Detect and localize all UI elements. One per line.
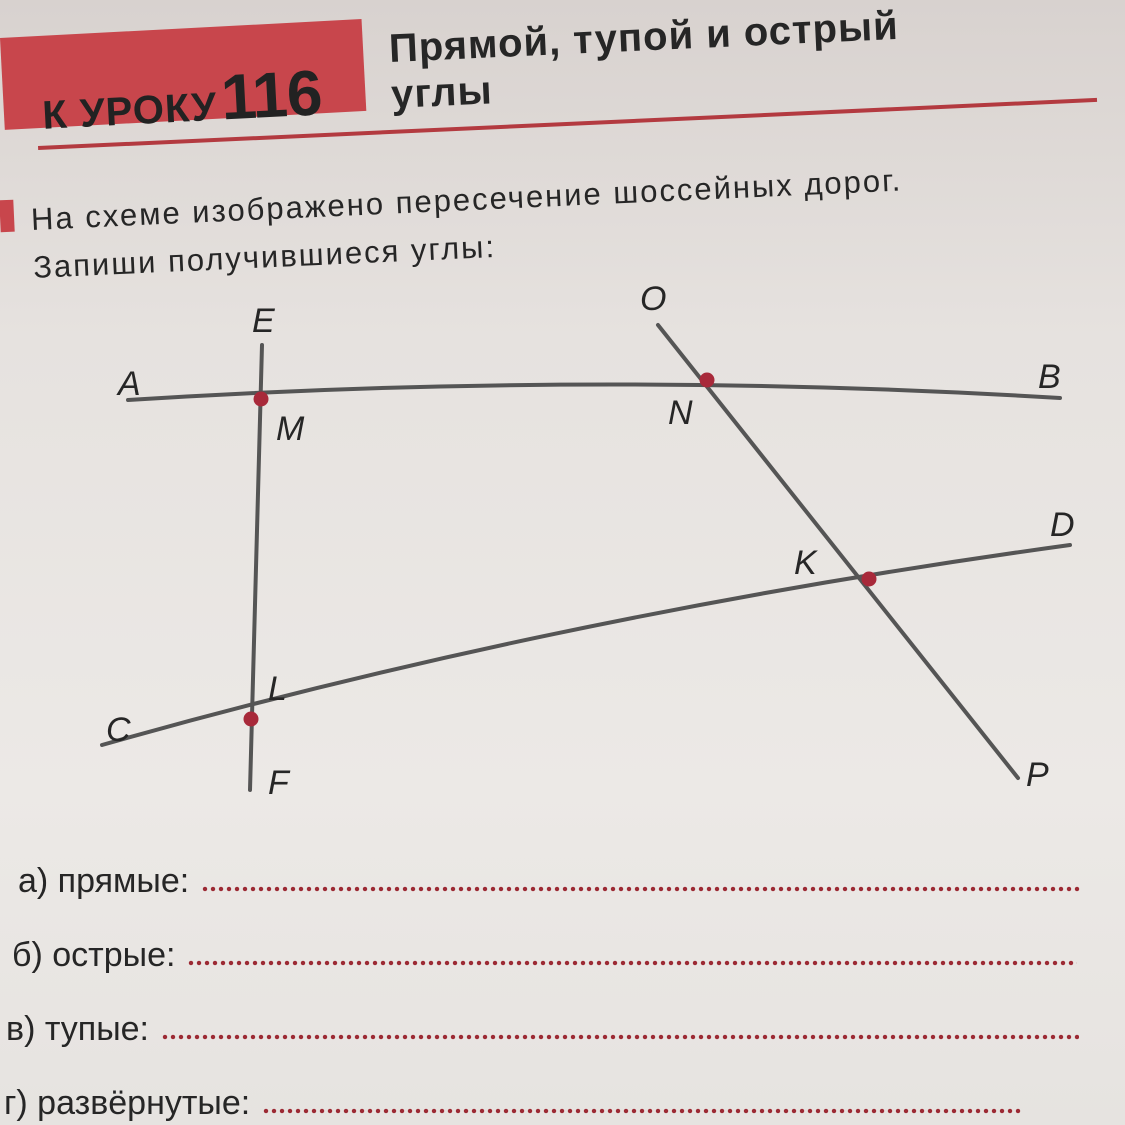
answer-row-acute [12,936,1077,975]
label-C: C [106,711,131,749]
answer-row-obtuse [6,1010,1079,1049]
task-line2: Запиши получившиеся углы: [32,228,497,285]
task-line1: На схеме изображено пересечение шоссейных дорог. [30,162,903,237]
lesson-number: 116 [219,56,324,134]
answer-field-acute[interactable] [187,960,1077,966]
answer-label-right: а) прямые: [18,862,190,900]
label-A: A [118,365,141,403]
label-O: O [640,280,667,318]
answer-field-right[interactable] [201,886,1081,892]
answer-row-straight [4,1084,1022,1123]
answer-label-acute: б) острые: [12,936,176,974]
label-L: L [268,670,287,708]
lesson-title-line2: углы [390,68,494,117]
label-K: K [794,544,817,582]
lesson-title-line1: Прямой, тупой и острый [388,3,900,71]
label-E: E [252,302,275,340]
label-N: N [668,394,693,432]
answer-label-straight: г) развёрнутые: [4,1084,251,1122]
answer-row-right [18,862,1081,901]
label-F: F [268,764,289,802]
label-P: P [1026,756,1049,794]
lesson-prefix: К УРОКУ [41,84,219,138]
answer-field-straight[interactable] [262,1108,1022,1114]
label-M: M [276,410,305,448]
answer-label-obtuse: в) тупые: [6,1010,149,1048]
label-B: B [1038,358,1061,396]
label-D: D [1050,506,1075,544]
answer-field-obtuse[interactable] [161,1034,1079,1040]
